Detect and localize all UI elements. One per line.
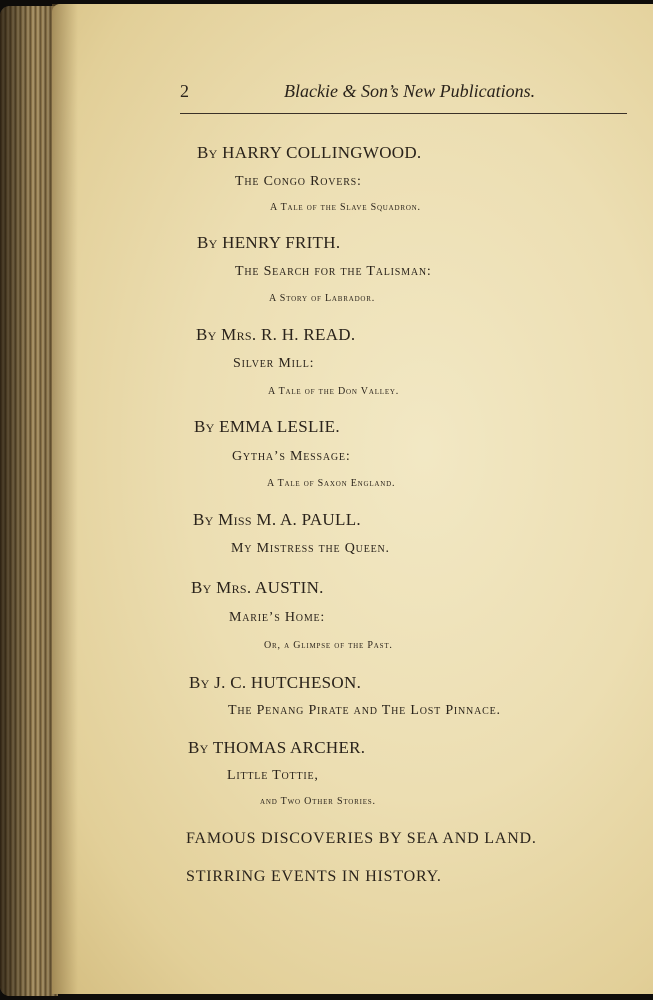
book-title: Marie’s Home: [229,610,326,625]
book-subtitle: A Tale of the Slave Squadron. [270,202,421,213]
entry-author-line [189,673,361,693]
entry-author-line [188,738,365,758]
book-subtitle: and Two Other Stories. [260,796,376,807]
book-title: My Mistress the Queen. [231,541,390,556]
entry-author-line [197,233,340,253]
entry-author-line [197,143,422,163]
by-label: By [197,233,218,252]
by-label: By [193,510,214,529]
running-title: Blackie & Son’s New Publications. [284,81,536,101]
author-name: R. H. READ. [260,325,356,344]
book-title: The Congo Rovers: [235,174,362,189]
page-edges-shadow [0,6,58,996]
book-title: Gytha’s Message: [232,449,351,464]
entry-author-line [193,510,361,530]
author-name: M. A. PAULL. [256,510,361,529]
book-title: Little Tottie, [227,768,319,783]
by-label: By [188,738,209,757]
page-gutter-shadow [52,4,78,994]
header-rule [180,113,627,114]
book-subtitle: A Tale of Saxon England. [267,478,396,489]
entry-author-line [196,325,355,345]
entry-author-line [191,578,324,598]
entry-author-line [194,417,340,437]
author-prefix: Miss [218,510,252,529]
by-label: By [189,673,210,692]
page-number: 2 [180,81,189,101]
author-name: J. C. HUTCHESON. [214,673,362,692]
author-prefix: Mrs. [216,578,252,597]
by-label: By [191,578,212,597]
author-name: HARRY COLLINGWOOD. [222,143,422,162]
author-name: HENRY FRITH. [222,233,341,252]
author-name: EMMA LESLIE. [219,417,340,436]
book-subtitle: A Story of Labrador. [269,293,376,304]
series-line: STIRRING EVENTS IN HISTORY. [186,868,442,885]
book-title: Silver Mill: [233,356,315,371]
series-line: FAMOUS DISCOVERIES BY SEA AND LAND. [186,830,537,847]
by-label: By [194,417,215,436]
author-prefix: Mrs. [221,325,257,344]
by-label: By [196,325,217,344]
book-title: The Penang Pirate and The Lost Pinnace. [228,703,501,718]
book-subtitle: A Tale of the Don Valley. [268,386,400,397]
book-subtitle: Or, a Glimpse of the Past. [264,640,393,651]
book-title: The Search for the Talisman: [235,264,432,279]
by-label: By [197,143,218,162]
author-name: AUSTIN. [255,578,324,597]
author-name: THOMAS ARCHER. [212,738,366,757]
